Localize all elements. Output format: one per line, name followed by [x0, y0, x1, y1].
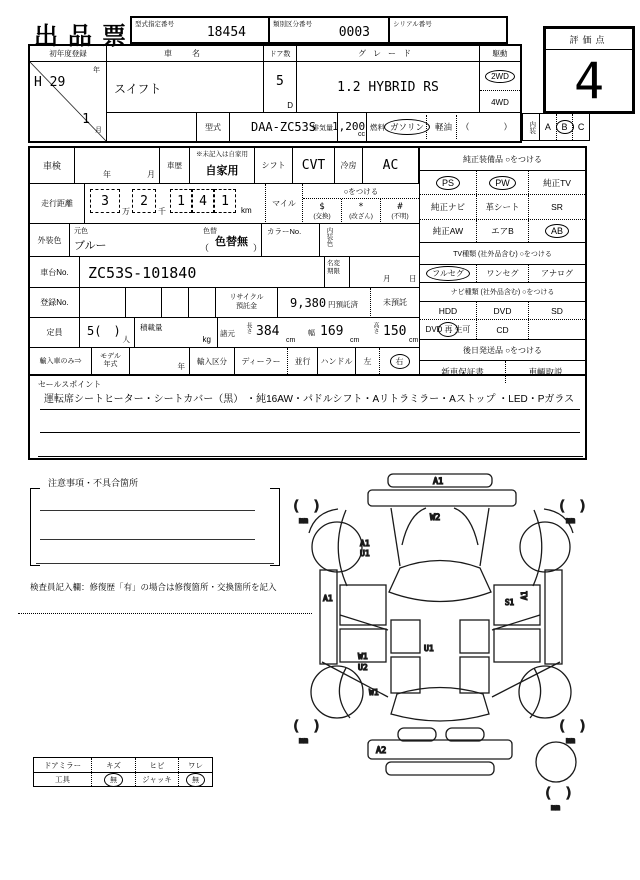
equip-dvd-play-pre: DVD — [425, 325, 443, 334]
history-value: 自家用 — [205, 165, 239, 177]
mileage-digit-5: 1 — [214, 189, 236, 213]
legend-scratch: キズ — [106, 760, 121, 770]
dims-cell — [218, 318, 419, 348]
orig-color-value: ブルー — [74, 239, 107, 252]
equip-ps: PS — [441, 177, 454, 188]
history-cell — [190, 148, 255, 184]
fuel-label: 燃料 — [370, 122, 385, 132]
tread-marker-rl: ( ) — [292, 719, 321, 734]
dims-len: 384 — [256, 324, 280, 339]
equip-ab: AB — [550, 226, 563, 236]
equipment-header-4: 後日発送品 ○をつける — [420, 340, 585, 361]
reg-no-cell-1 — [80, 288, 126, 318]
tread-unit-rr: mm — [566, 736, 576, 745]
cooling-label: 冷房 — [335, 148, 363, 184]
color-cell — [70, 224, 262, 257]
mileage-sen: 千 — [158, 207, 166, 216]
import-class-label: 輸入区分 — [190, 348, 235, 374]
chassis-label: 車台No. — [30, 257, 80, 288]
legend-door-mirror: ドアミラー — [43, 760, 82, 770]
equip-oneseg: ワンセグ — [486, 269, 519, 278]
recycle-label-1: リサイクル — [229, 294, 264, 302]
legend-tools-none: 無 — [110, 776, 117, 784]
import-parallel: 並行 — [288, 348, 318, 374]
equip-aw: 純正AW — [432, 226, 464, 236]
legend-break: ワレ — [188, 760, 203, 770]
sales-point-label: セールスポイント — [38, 380, 102, 389]
equip-sr: SR — [551, 202, 563, 212]
recycle-deposited: 円預託済 — [328, 300, 358, 309]
dims-wid: 169 — [320, 324, 344, 339]
type-designation-box — [130, 16, 270, 44]
sales-line-3 — [38, 456, 583, 457]
equipment-header-2: TV種類 (社外品含む) ○をつける — [420, 243, 585, 265]
shift-label: シフト — [255, 148, 293, 184]
mile-opt-unknown: (不明) — [391, 212, 409, 220]
equip-tv: 純正TV — [543, 177, 571, 188]
hood-label: W2 — [430, 513, 441, 523]
car-damage-diagram — [285, 468, 640, 818]
import-handle-left: 左 — [356, 348, 380, 374]
dims-len-unit: cm — [286, 337, 296, 344]
ext-color-label: 外装色 — [30, 224, 70, 257]
dims-hgt-label: 高さ — [372, 322, 378, 334]
front-fender-label-a: A1 — [360, 539, 370, 548]
type-designation-value: 18454 — [206, 25, 246, 40]
import-handle-label: ハンドル — [318, 348, 356, 374]
legend-jack: ジャッキ — [142, 775, 172, 784]
windshield-shape — [389, 561, 491, 602]
grade-header: グレード — [297, 46, 480, 62]
mileage-digit-4: 4 — [192, 189, 214, 213]
doors-header: ドア数 — [264, 46, 297, 62]
mile-circle-note: ○をつける — [303, 184, 419, 199]
orig-color-label: 元色 — [74, 228, 88, 235]
left-door-label-u: U2 — [358, 663, 368, 672]
equipment-panel — [419, 148, 585, 377]
front-panel-shape — [368, 490, 516, 506]
chassis-cell — [80, 257, 325, 288]
tread-unit-rl: mm — [299, 736, 309, 745]
capacity-value: 5( ) — [87, 324, 121, 338]
import-model-year-label — [92, 348, 130, 374]
mile-opt-exchange: (交換) — [313, 212, 331, 220]
mileage-cell — [85, 184, 265, 224]
dims-label: 諸元 — [220, 329, 235, 338]
name-change-label-2: 期限 — [327, 267, 340, 275]
sheet-title: 出品票 — [34, 23, 136, 50]
notes-line-3 — [36, 563, 274, 564]
front-fender-label-u: U1 — [360, 549, 370, 558]
mileage-unit: km — [241, 206, 252, 215]
mileage-man: 万 — [122, 207, 130, 216]
score-label: 評価点 — [546, 29, 632, 50]
mile-opt-unknown-sym: # — [397, 201, 403, 212]
dims-wid-label: 幅 — [308, 330, 315, 337]
reg-no-label: 登録No. — [30, 288, 80, 318]
color-change-paren-close: ） — [253, 243, 263, 253]
class-code-box — [268, 16, 390, 44]
car-name-value: スイフト — [114, 82, 162, 96]
equip-dvd: DVD — [493, 305, 512, 316]
spare-tire — [536, 742, 576, 782]
first-reg-header: 初年度登録 — [30, 46, 107, 62]
tread-unit-fr: mm — [566, 516, 576, 525]
name-change-day: 日 — [409, 274, 417, 283]
import-model-year-2: 年式 — [103, 361, 118, 368]
equip-dvd-play-post: 生可 — [454, 325, 471, 334]
first-reg-month-unit: 月 — [95, 127, 102, 134]
recycle-not-deposited: 未預託 — [370, 288, 419, 318]
tread-unit-spare: mm — [551, 803, 561, 812]
left-sill-label: A1 — [323, 594, 333, 603]
mileage-digit-1: 3 — [90, 189, 120, 213]
dims-len-label: 長さ — [245, 322, 251, 334]
car-name-header: 車 名 — [107, 46, 264, 62]
mileage-digit-2: 2 — [132, 189, 156, 213]
score-value: 4 — [573, 52, 605, 110]
chassis-value: ZC53S-101840 — [88, 264, 197, 282]
displacement-label: 排気量 — [312, 125, 333, 132]
notes-label: 注意事項・不具合箇所 — [48, 478, 139, 488]
notes-bracket-right — [270, 488, 280, 566]
color-change-paren-open: （ — [200, 243, 210, 253]
detail-table — [28, 146, 587, 376]
notes-bracket-left — [30, 488, 40, 566]
interior-grade-b: B — [561, 122, 568, 132]
shaken-month-unit: 月 — [147, 170, 155, 179]
equip-cd: CD — [496, 324, 509, 335]
model-spacer-cell — [107, 113, 197, 141]
equip-airb: エアB — [491, 226, 514, 236]
mileage-label: 走行距離 — [30, 184, 85, 224]
class-code-value: 0003 — [338, 25, 370, 40]
mile-options-cell — [302, 184, 419, 224]
equip-leather: 革シート — [485, 202, 520, 212]
mile-opt-exchange-sym: $ — [319, 201, 325, 212]
color-change-label: 色替 — [203, 228, 217, 235]
equip-analog: アナログ — [541, 269, 573, 278]
recycle-label-2: 預託金 — [236, 302, 257, 310]
legend-jack-none: 無 — [192, 776, 199, 784]
tread-unit-fl: mm — [299, 516, 309, 525]
mile-label: マイル — [265, 184, 302, 224]
load-label: 積載量 — [140, 323, 163, 332]
model-value: DAA-ZC53S — [230, 113, 338, 141]
notes-line-2 — [40, 539, 255, 540]
equip-manual: 車輌取説 — [528, 367, 563, 377]
history-note: ※未記入は自家用 — [196, 150, 248, 158]
right-door-label-s: S1 — [505, 598, 515, 607]
interior-grade-a: A — [544, 122, 551, 132]
load-unit: kg — [202, 335, 211, 344]
interior-grade-box — [522, 113, 590, 141]
rear-bumper-shape — [386, 762, 494, 775]
notes-line-1 — [40, 510, 255, 511]
rear-left-wheel — [311, 666, 363, 718]
front-right-wheel — [520, 522, 570, 572]
rear-right-wheel — [519, 666, 571, 718]
import-label: 輸入車のみ⇒ — [30, 348, 92, 374]
inspector-dotted-line — [18, 613, 312, 614]
equip-hdd: HDD — [438, 305, 458, 316]
equip-warranty: 新車保証書 — [441, 367, 484, 377]
reg-no-cell-3 — [162, 288, 189, 318]
import-year-cell — [130, 348, 190, 374]
serial-label: シリアル番号 — [393, 21, 432, 28]
first-reg-year-unit: 年 — [93, 67, 100, 74]
rear-panel-shape — [368, 740, 512, 759]
first-reg-month: 1 — [82, 112, 90, 127]
recycle-label-cell — [216, 288, 278, 318]
drive-4wd: 4WD — [491, 97, 509, 107]
equip-sd: SD — [551, 305, 563, 316]
int-color-cell — [320, 224, 419, 257]
class-code-label: 類別区分番号 — [273, 21, 312, 28]
drive-cell — [480, 62, 520, 113]
left-door-label-w: W1 — [358, 652, 368, 661]
right-sill-shape — [545, 570, 562, 664]
score-panel — [543, 26, 635, 114]
shaken-year-unit: 年 — [103, 170, 111, 179]
left-quarter-label: W1 — [369, 688, 379, 697]
int-color-label: 内装色 — [325, 227, 333, 247]
name-change-cell — [325, 257, 419, 288]
inspector-note: 検査員記入欄：修復歴「有」の場合は修復箇所・交換箇所を記入 — [30, 582, 277, 592]
sales-point-section — [28, 374, 587, 460]
sales-point-text: 運転席シートヒーター・シートカバー（黒） ・純16AW・パドルシフト・Aリトラミラー・Aストップ ・LED・Pガラス — [44, 394, 575, 405]
rear-bumper-label: A2 — [376, 746, 387, 756]
displacement-cell — [310, 113, 367, 141]
color-change-value: 色替無 — [215, 236, 248, 248]
equip-pw: PW — [495, 177, 510, 188]
capacity-cell — [80, 318, 135, 348]
reg-no-cell-4 — [189, 288, 216, 318]
doors-unit: D — [287, 101, 293, 110]
displacement-unit: cc — [358, 131, 365, 138]
equip-navi: 純正ナビ — [430, 202, 465, 212]
right-door-label-a-rotated: A1 — [520, 590, 529, 600]
legend-tools: 工具 — [55, 775, 70, 784]
tread-marker-fr: ( ) — [558, 499, 587, 514]
front-bumper-label: A1 — [433, 477, 444, 487]
dims-hgt-unit: cm — [409, 337, 419, 344]
type-designation-label: 型式指定番号 — [135, 21, 174, 28]
legend-crack: ヒビ — [149, 760, 165, 770]
recycle-value-cell — [278, 288, 370, 318]
drive-header: 駆動 — [480, 46, 520, 62]
history-label: 車歴 — [160, 148, 190, 184]
shift-value: CVT — [293, 148, 335, 184]
tread-marker-fl: ( ) — [292, 499, 321, 514]
doors-value: 5 — [276, 74, 284, 89]
reg-no-cell-2 — [126, 288, 162, 318]
shaken-label: 車検 — [30, 148, 75, 184]
first-reg-cell — [30, 62, 107, 141]
fuel-diesel: 軽油 — [426, 115, 456, 139]
tread-marker-spare: ( ) — [544, 786, 573, 801]
import-model-year-1: モデル — [100, 352, 121, 360]
equipment-header-3: ナビ種類 (社外品含む) ○をつける — [420, 283, 585, 302]
shaken-date-cell — [75, 148, 160, 184]
first-reg-year: H 29 — [34, 75, 66, 90]
interior-grade-label: 内装 — [528, 120, 536, 134]
capacity-unit: 人 — [122, 335, 130, 344]
import-year-unit: 年 — [177, 362, 185, 371]
interior-grade-c: C — [577, 122, 585, 132]
dims-hgt: 150 — [383, 324, 407, 339]
cooling-value: AC — [363, 148, 419, 184]
fuel-cell — [367, 113, 520, 141]
mile-opt-tampered: (改ざん) — [349, 212, 373, 220]
drive-2wd: 2WD — [491, 71, 509, 81]
import-dealer: ディーラー — [235, 348, 288, 374]
grade-cell: 1.2 HYBRID RS — [297, 62, 480, 113]
load-cell — [135, 318, 218, 348]
serial-box — [388, 16, 508, 44]
sales-line-2 — [40, 432, 580, 433]
equip-fullseg: フルセグ — [432, 269, 464, 278]
mileage-digit-3: 1 — [170, 189, 192, 213]
car-name-cell — [107, 62, 264, 113]
fuel-paren: （ ） — [456, 115, 512, 139]
tread-marker-rr: ( ) — [558, 719, 587, 734]
displacement-value: 1,200 — [332, 120, 366, 133]
legend-table — [33, 757, 213, 787]
front-left-wheel — [312, 522, 362, 572]
color-no-label: カラーNo. — [267, 227, 302, 236]
name-change-month: 月 — [383, 274, 391, 283]
name-change-label-1: 名変 — [327, 260, 340, 267]
left-sill-shape — [320, 570, 337, 664]
equipment-header-1: 純正装備品 ○をつける — [420, 148, 585, 171]
fuel-gasoline: ガソリン — [390, 122, 425, 132]
recycle-value: 9,380 — [290, 296, 327, 310]
equip-dvd-play-circled: 再 — [444, 325, 453, 334]
vehicle-table — [28, 44, 522, 143]
model-label: 型式 — [197, 113, 230, 141]
import-handle-right: 右 — [395, 356, 404, 366]
capacity-label: 定員 — [30, 318, 80, 348]
color-no-cell — [262, 224, 320, 257]
floor-label-u: U1 — [424, 644, 434, 653]
mile-opt-tampered-sym: * — [358, 201, 364, 212]
dims-wid-unit: cm — [350, 337, 360, 344]
doors-cell — [264, 62, 297, 113]
equip-dvd-play — [420, 320, 476, 339]
